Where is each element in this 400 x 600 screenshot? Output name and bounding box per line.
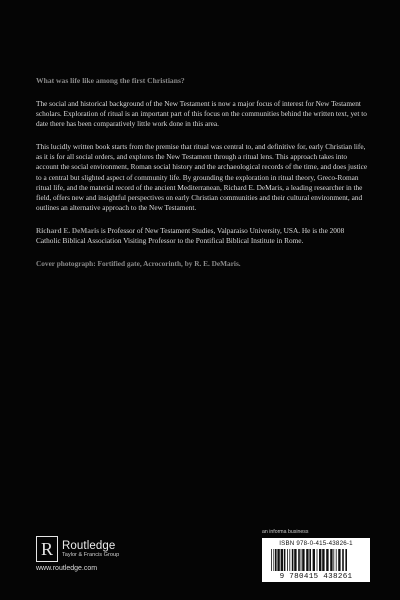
barcode-bar bbox=[345, 549, 347, 571]
barcode-bar bbox=[273, 549, 274, 571]
barcode-bar bbox=[306, 549, 308, 571]
barcode-bar bbox=[294, 549, 296, 571]
barcode-bar bbox=[277, 549, 279, 571]
barcode-bar bbox=[287, 549, 288, 571]
barcode-bar bbox=[284, 549, 286, 571]
isbn-label: ISBN 978-0-415-43826-1 bbox=[279, 540, 353, 547]
informa-tagline: an informa business bbox=[262, 529, 309, 535]
cover-photo-credit: Cover photograph: Fortified gate, Acrocorinth, by R. E. DeMaris. bbox=[36, 259, 241, 269]
barcode-bar bbox=[302, 549, 304, 571]
barcode-bar bbox=[289, 549, 290, 571]
barcode-bar bbox=[322, 549, 324, 571]
publisher-block bbox=[36, 536, 166, 572]
publisher-logo bbox=[36, 536, 166, 562]
barcode-bar bbox=[326, 549, 328, 571]
publisher-subtitle: Taylor & Francis Group bbox=[62, 551, 120, 558]
barcode-bar bbox=[271, 549, 272, 571]
barcode-bar bbox=[309, 549, 311, 571]
barcode-bar bbox=[336, 549, 337, 571]
publisher-url[interactable]: www.routledge.com bbox=[36, 565, 98, 572]
barcode-bar bbox=[298, 549, 300, 571]
ean-digits: 9 780415 438261 bbox=[279, 573, 353, 581]
barcode-bar bbox=[333, 549, 334, 571]
blurb-paragraph-1: The social and historical background of the New Testament is now a major focus of interest for New Testament scholars. Exploration of ritual is an important part of this focus on the communities behind the written text, yet to date there has been comparatively little work done in this area. bbox=[36, 99, 367, 129]
barcode-bars bbox=[270, 549, 362, 571]
routledge-logo-icon bbox=[36, 536, 58, 562]
author-name: Richard E. DeMaris bbox=[36, 225, 100, 235]
barcode-bar bbox=[317, 549, 318, 571]
barcode-bar bbox=[281, 549, 283, 571]
barcode-bar bbox=[292, 549, 294, 571]
barcode-bar bbox=[330, 549, 332, 571]
svg-text:R: R bbox=[40, 539, 54, 559]
barcode-bar bbox=[338, 549, 340, 571]
isbn-barcode bbox=[262, 538, 370, 582]
author-bio-text: is Professor of New Testament Studies, Valparaiso University, USA. He is the 2008 Catholic Biblical Association Visiting Professor to the Pontifical Biblical Institute in Rome. bbox=[36, 225, 345, 246]
barcode-bar bbox=[313, 549, 315, 571]
blurb-heading: What was life like among the first Christians? bbox=[36, 76, 185, 85]
barcode-bar bbox=[342, 549, 344, 571]
barcode-bar bbox=[301, 549, 302, 571]
publisher-name: Routledge bbox=[62, 539, 116, 552]
barcode-bar bbox=[319, 549, 321, 571]
blurb-paragraph-2: This lucidly written book starts from the premise that ritual was central to, and definitive for, early Christian life, as it is for all social orders, and explores the New Testament through a ritual lens. This approach takes into account the social environment, Roman social history and the archaeological records of the time, and does justice to a central but slighted aspect of community life. By grounding the exploration in ritual theory, Greco-Roman ritual life, and the material record of the ancient Mediterranean, Richard E. DeMaris, a leading researcher in the field, offers new and insightful perspectives on early Christian communities and their cultural environment, and outlines an alternative approach to the New Testament. bbox=[36, 142, 368, 212]
barcode-bar bbox=[275, 549, 277, 571]
author-bio bbox=[36, 226, 370, 246]
blurb-section bbox=[36, 76, 370, 269]
